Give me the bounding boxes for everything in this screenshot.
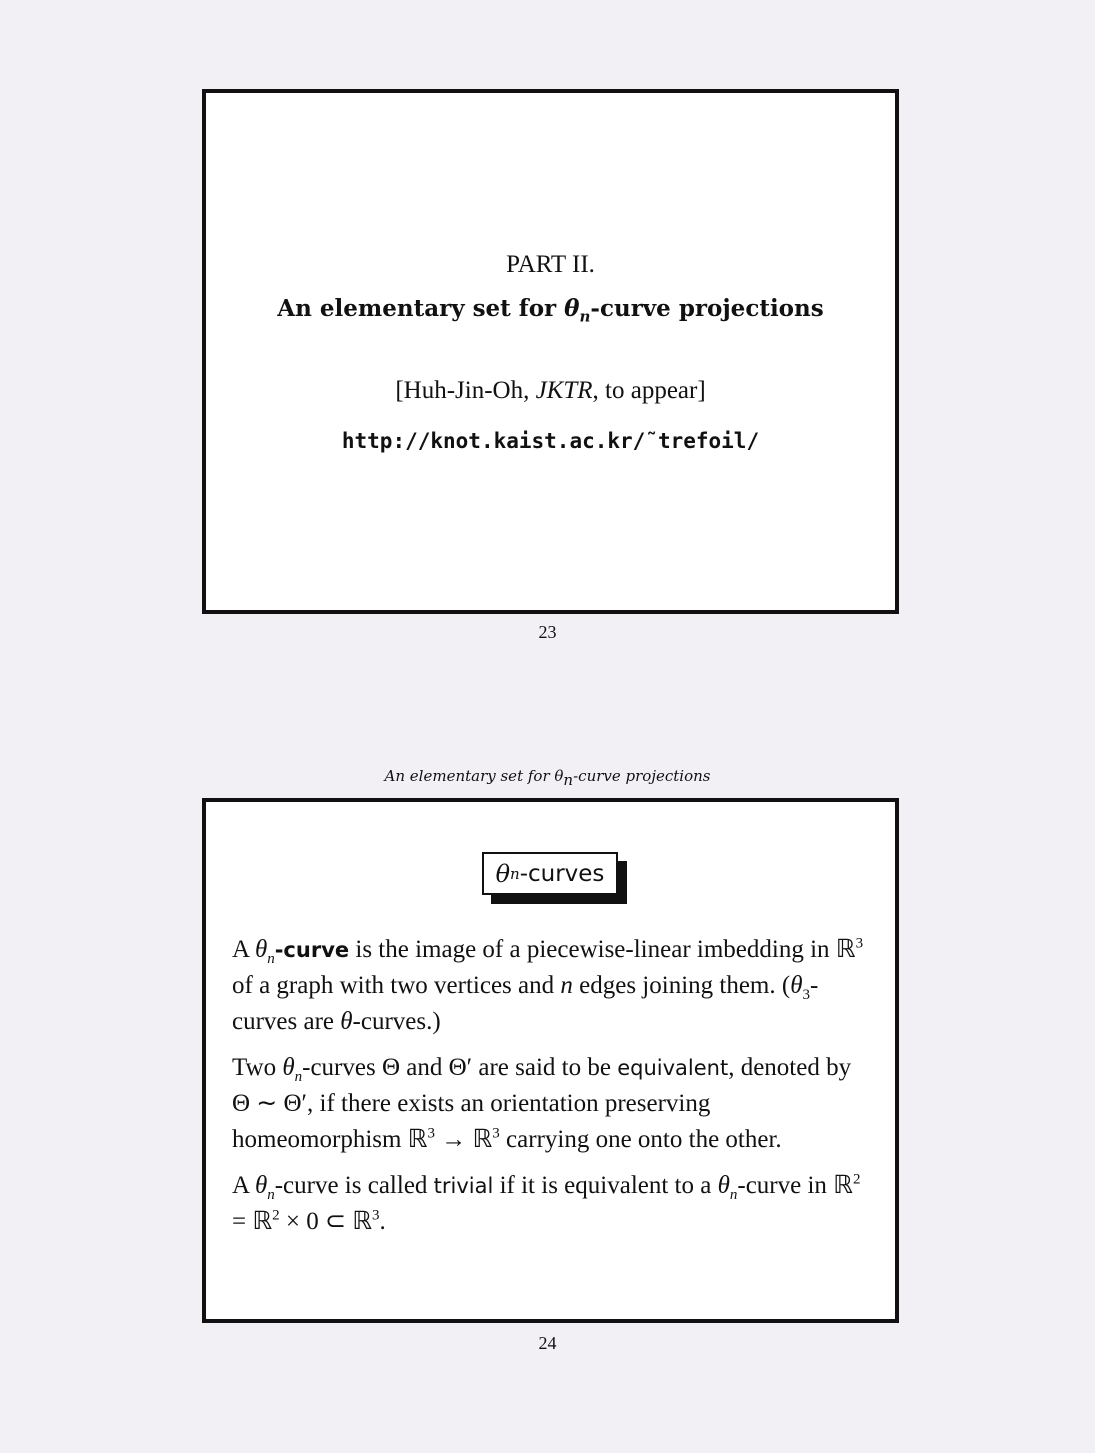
heading-box: θ n -curves: [482, 852, 618, 895]
running-head: An elementary set for $\theta_n$-curve projections: [384, 767, 711, 789]
slide-24-frame: [202, 798, 899, 1323]
equivalence-paragraph: Two $\theta_n$-curves Θ and Θ′ are said to be equivalent, denoted by Θ ∼ Θ′, if there exists an orientation preserving homeomorphism ℝ$^3$ → ℝ$^3$ carrying one onto the other.: [232, 1054, 852, 1153]
slide-heading: [482, 852, 618, 895]
url-link: http://knot.kaist.ac.kr/˜trefoil/: [341, 429, 760, 453]
page-number-23: 23: [538, 622, 557, 642]
part-title: An elementary set for $\theta_n$-curve projections: [277, 295, 824, 326]
trivial-paragraph: A $\theta_n$-curve is called trivial if it is equivalent to a $\theta_n$-curve in ℝ$^2$ = ℝ$^2$ × 0 ⊂ ℝ$^3$.: [232, 1171, 861, 1235]
slide-body: [232, 932, 872, 1250]
part-label: PART II.: [506, 251, 595, 278]
definition-paragraph: A $\theta_n$-curve is the image of a piecewise-linear imbedding in ℝ$^3$ of a graph with two vertices and n edges joining them. ($\theta_3$-curves are θ-curves.): [232, 935, 864, 1035]
page-number-24: 24: [538, 1333, 557, 1353]
slide-23-frame: [202, 89, 899, 614]
citation: [Huh-Jin-Oh, JKTR, to appear]: [395, 377, 706, 404]
